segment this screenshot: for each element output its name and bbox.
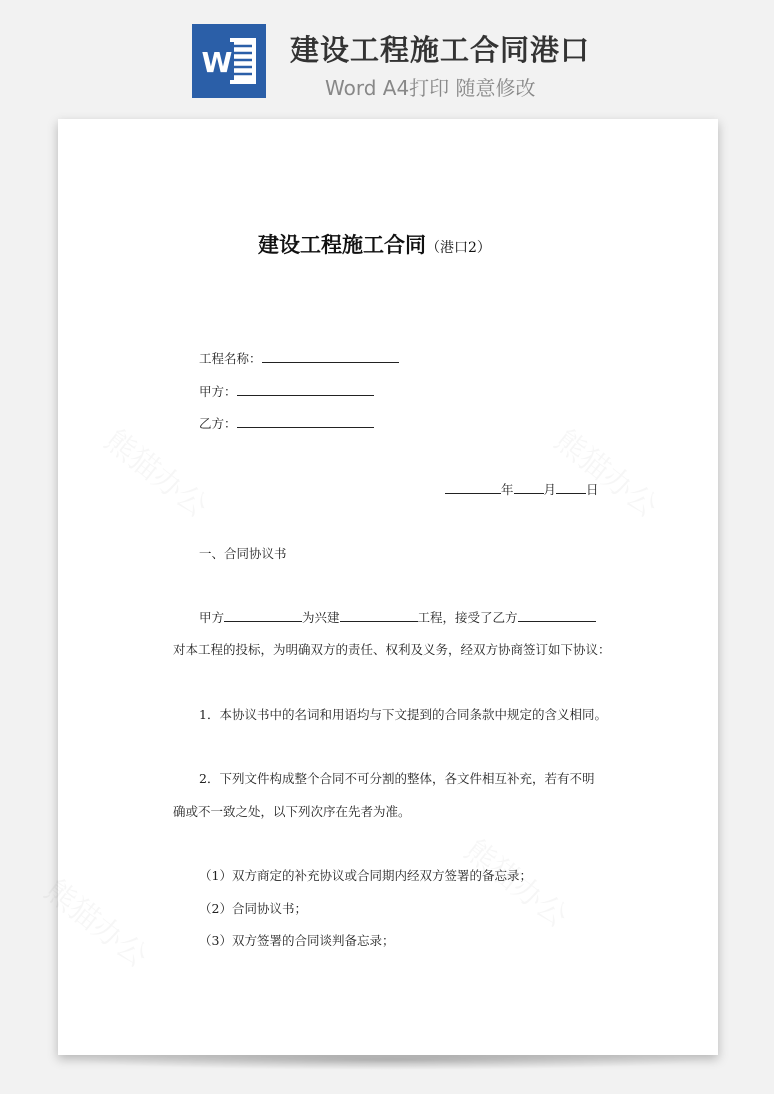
field-party-a	[199, 382, 374, 400]
item-2-line-1: 2．下列文件构成整个合同不可分割的整体，各文件相互补充，若有不明	[199, 771, 595, 786]
field-project-name	[199, 349, 399, 367]
date-line	[445, 480, 599, 498]
word-icon	[192, 24, 266, 98]
paragraph-1-line-1: 甲方 为兴建 工程，接受了乙方	[199, 608, 596, 626]
field-blank	[262, 350, 399, 363]
blank	[518, 609, 596, 622]
list-item: （3）双方签署的合同谈判备忘录；	[199, 933, 395, 948]
paragraph-1-line-2: 对本工程的投标，为明确双方的责任、权利及义务，经双方协商签订如下协议：	[173, 642, 611, 657]
document-page	[58, 119, 718, 1055]
watermark	[547, 417, 669, 526]
header	[0, 0, 774, 110]
field-label: 工程名称：	[199, 351, 262, 366]
section-heading: 一、合同协议书	[199, 546, 287, 561]
blank	[340, 609, 418, 622]
date-month: 月	[543, 482, 557, 497]
document-title	[258, 229, 491, 259]
item-2-line-2: 确或不一致之处，以下列次序在先者为准。	[173, 804, 411, 819]
field-party-b	[199, 414, 374, 432]
watermark	[97, 417, 219, 526]
list-item: （2）合同协议书；	[199, 901, 307, 916]
field-label: 甲方：	[199, 384, 237, 399]
document-title-main: 建设工程施工合同	[258, 233, 426, 257]
item-1: 1．本协议书中的名词和用语均与下文提到的合同条款中规定的含义相同。	[199, 707, 607, 722]
date-year: 年	[501, 482, 514, 497]
list-item: （1）双方商定的补充协议或合同期内经双方签署的备忘录；	[199, 868, 532, 883]
date-day: 日	[586, 482, 599, 497]
field-blank	[237, 415, 374, 428]
date-blank	[445, 481, 501, 494]
svg-text:W: W	[201, 46, 233, 79]
date-blank	[514, 481, 544, 494]
page-title: 建设工程施工合同港口	[290, 33, 591, 67]
field-label: 乙方：	[199, 416, 237, 431]
document-title-sub: （港口2）	[426, 240, 491, 256]
watermark	[37, 867, 159, 976]
page-subtitle: Word A4打印 随意修改	[325, 76, 536, 100]
date-blank	[556, 481, 586, 494]
blank	[224, 609, 302, 622]
field-blank	[237, 383, 374, 396]
